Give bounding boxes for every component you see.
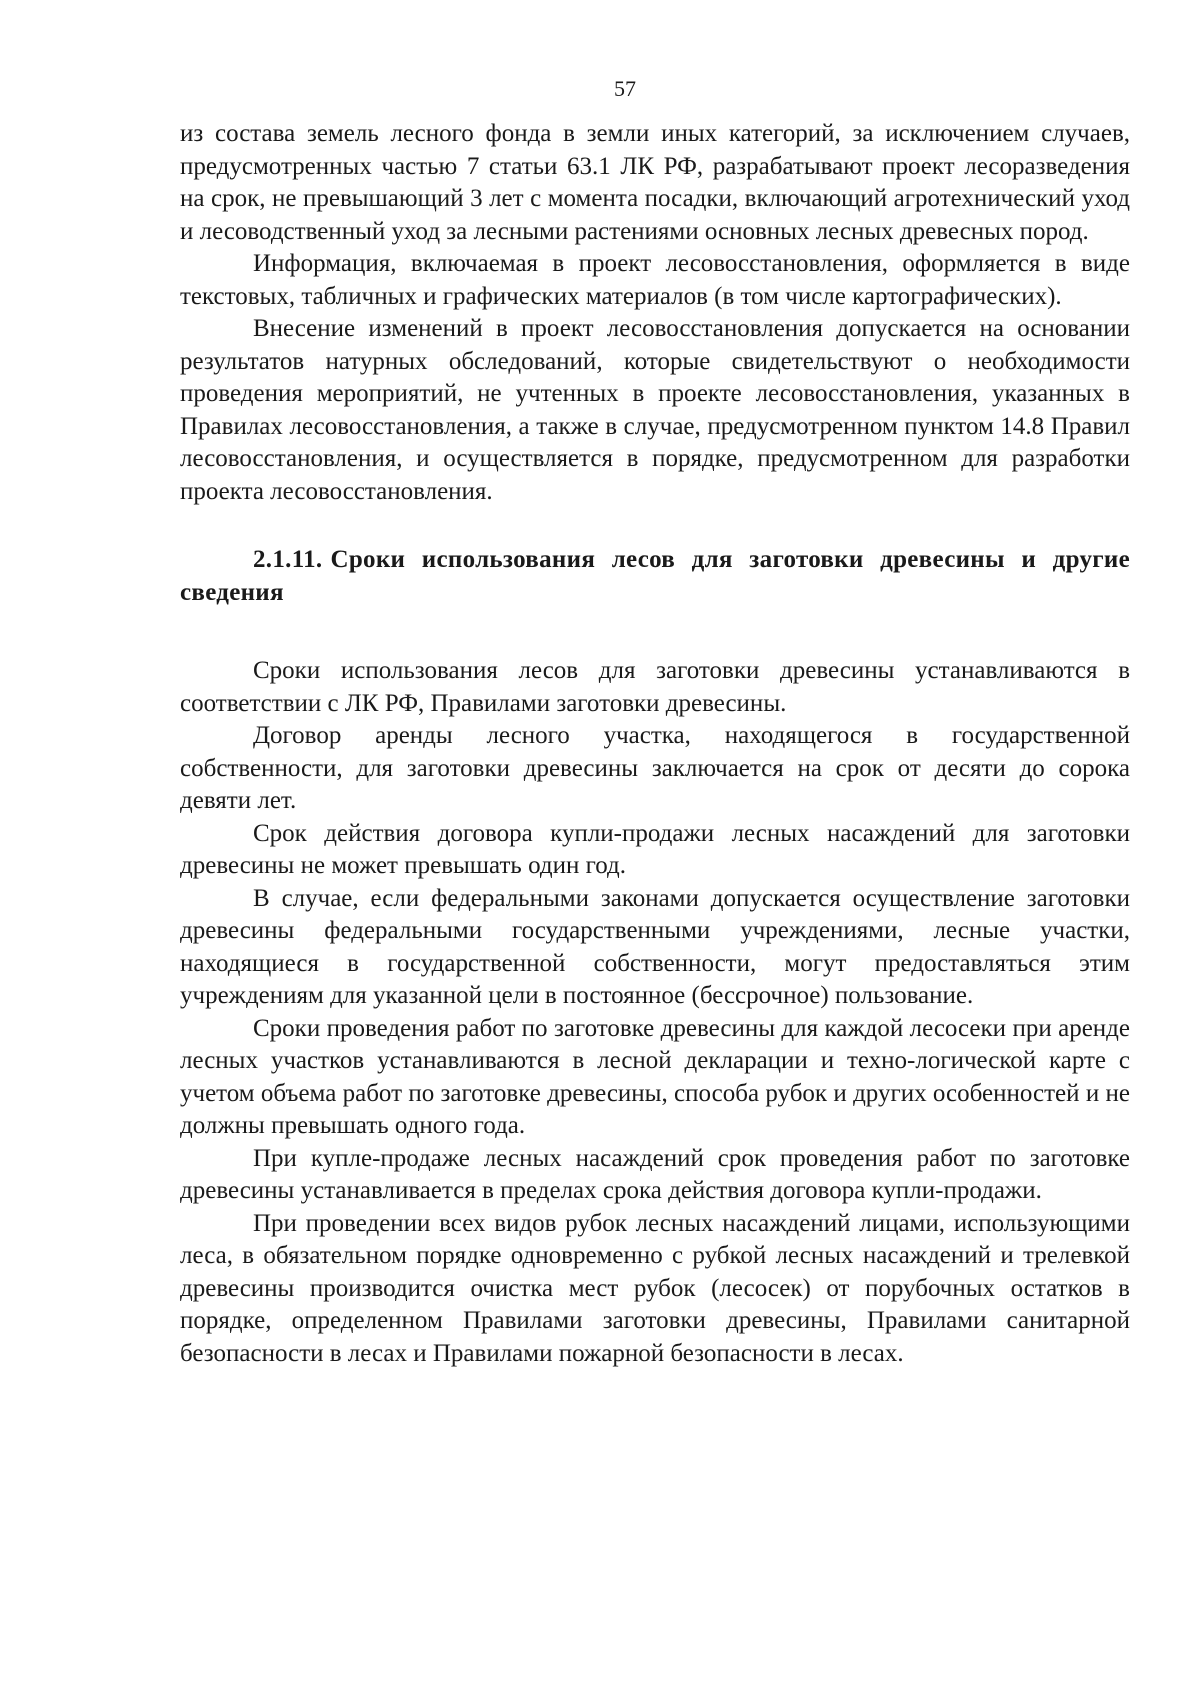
paragraph-lease-term: Договор аренды лесного участка, находящегося в государственной собственности, для заготовки древесины заключается на срок от десяти до сорока девяти лет. <box>180 722 1130 814</box>
paragraph-work-period-lease: Сроки проведения работ по заготовке древесины для каждой лесосеки при аренде лесных участков устанавливаются в лесной декларации и техно-логической карте с учетом объема работ по заготовке древесины, способа рубок и других особенностей и не должны превышать одного года. <box>180 1014 1130 1139</box>
section-title: Сроки использования лесов для заготовки древесины и другие сведения <box>180 546 1130 606</box>
paragraph-federal-institutions: В случае, если федеральными законами допускается осуществление заготовки древесины федеральными государственными учреждениями, лесные участки, находящиеся в государственной собственности, могут предоставляться этим учреждениям для указанной цели в постоянное (бессрочное) пользование. <box>180 884 1130 1009</box>
paragraph-sale-contract-term: Срок действия договора купли-продажи лесных насаждений для заготовки древесины не может превышать один год. <box>180 819 1130 879</box>
paragraph-work-period-sale: При купле-продаже лесных насаждений срок проведения работ по заготовке древесины устанавливается в пределах срока действия договора купли-продажи. <box>180 1144 1130 1204</box>
paragraph-terms-general: Сроки использования лесов для заготовки древесины устанавливаются в соответствии с ЛК РФ, Правилами заготовки древесины. <box>180 657 1130 717</box>
paragraph-continuation: из состава земель лесного фонда в земли иных категорий, за исключением случаев, предусмотренных частью 7 статьи 63.1 ЛК РФ, разрабатывают проект лесоразведения на срок, не превышающий 3 лет с момента посадки, включающий агротехнический уход и лесоводственный уход за лесными растениями основных лесных древесных пород. <box>180 120 1130 245</box>
document-body <box>180 118 1130 1370</box>
section-number: 2.1.11. <box>253 546 323 573</box>
page-number: 57 <box>614 76 636 101</box>
paragraph-cleanup: При проведении всех видов рубок лесных насаждений лицами, использующими леса, в обязательном порядке одновременно с рубкой лесных насаждений и трелевкой древесины производится очистка мест рубок (лесосек) от порубочных остатков в порядке, определенном Правилами заготовки древесины, Правилами санитарной безопасности в лесах и Правилами пожарной безопасности в лесах. <box>180 1209 1130 1367</box>
section-heading <box>180 544 1130 609</box>
paragraph-project-info: Информация, включаемая в проект лесовосстановления, оформляется в виде текстовых, табличных и графических материалов (в том числе картографических). <box>180 250 1130 310</box>
section-body <box>180 655 1130 1370</box>
paragraph-project-changes: Внесение изменений в проект лесовосстановления допускается на основании результатов натурных обследований, которые свидетельствуют о необходимости проведения мероприятий, не учтенных в проекте лесовосстановления, указанных в Правилах лесовосстановления, а также в случае, предусмотренном пунктом 14.8 Правил лесовосстановления, и осуществляется в порядке, предусмотренном для разработки проекта лесовосстановления. <box>180 315 1130 505</box>
